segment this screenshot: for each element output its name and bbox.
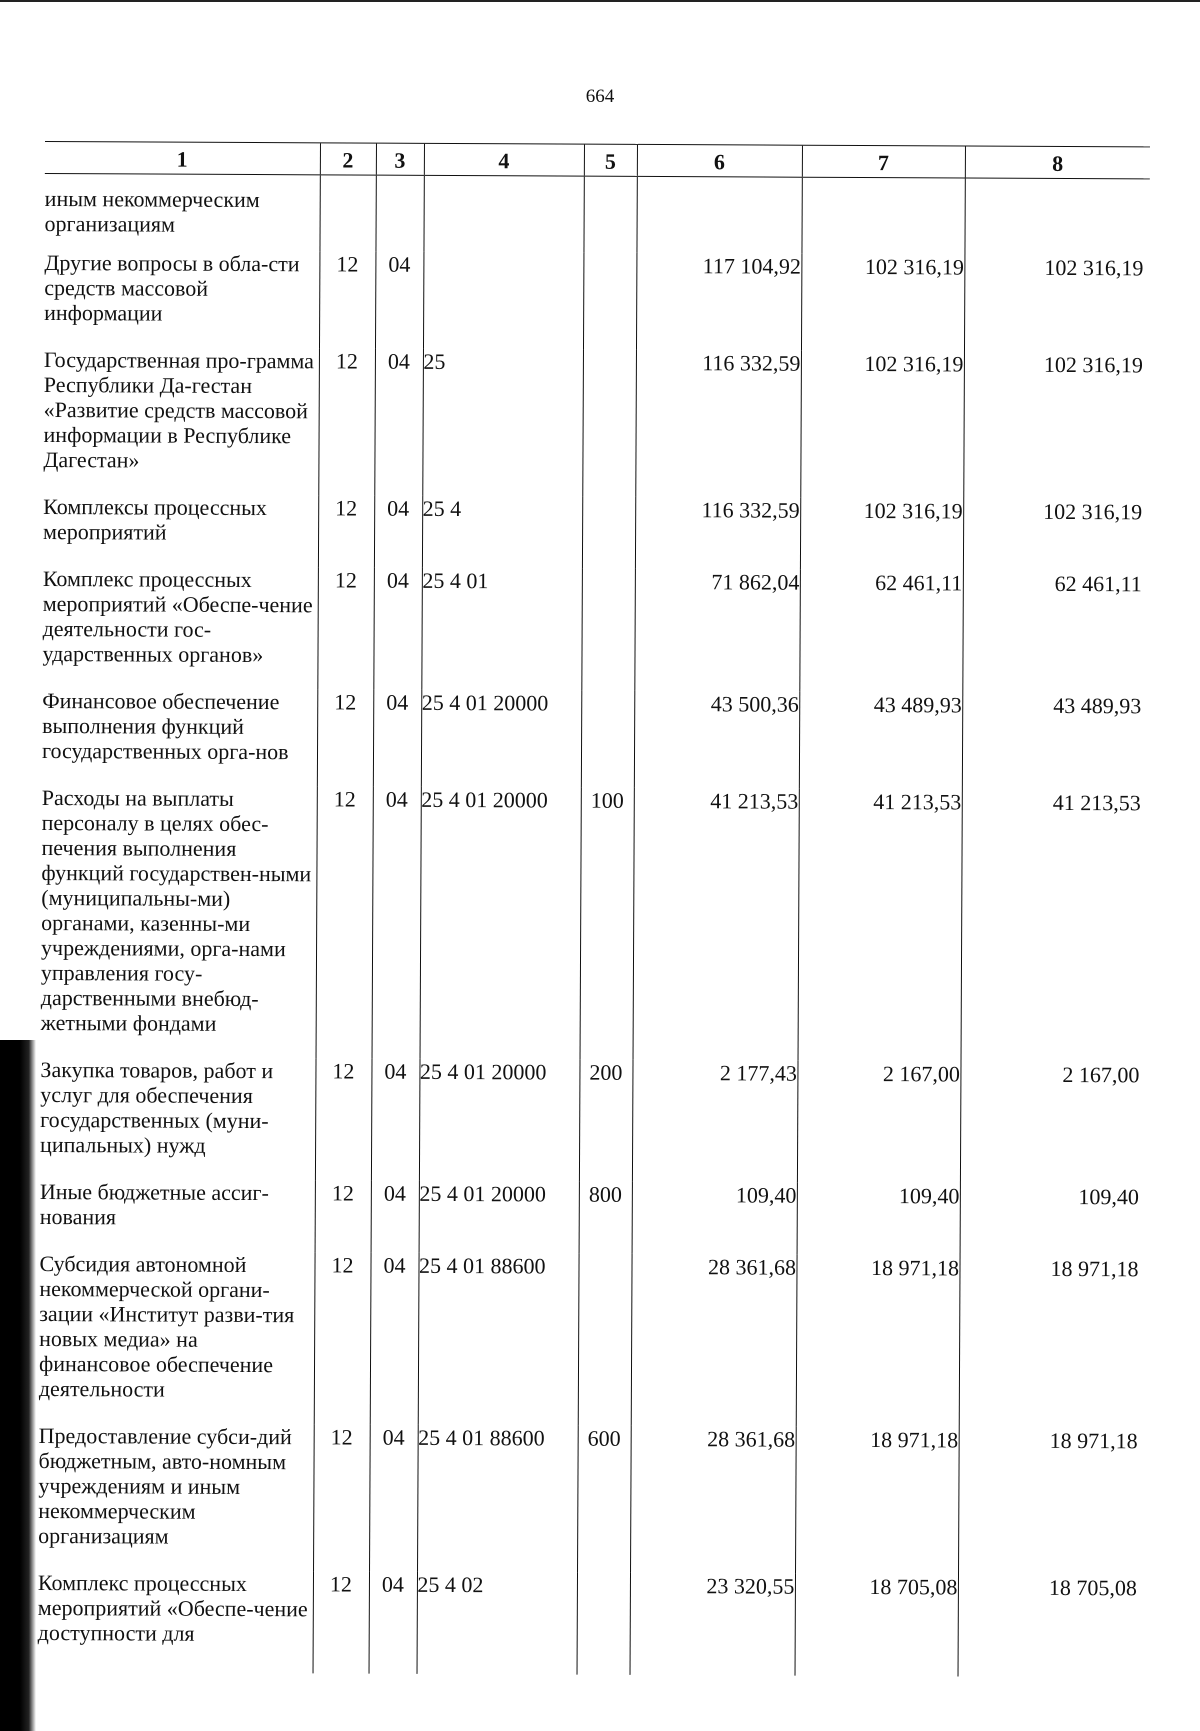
amount-col-7: 62 461,11: [799, 570, 963, 693]
budget-table: [38, 141, 1150, 1677]
subsection-code: 04: [373, 568, 422, 690]
row-name: Расходы на выплаты персоналу в целях обес-печения выполнения функций государствен-ными (муниципальны-ми) органами, казенны-ми учреждениями, орга-нами управления госу-дарственными внебюд-жетными фондами: [40, 784, 312, 1036]
column-header-6: 6: [637, 144, 802, 177]
row-name: Закупка товаров, работ и услуг для обеспечения государственных (муни-ципальных) нужд: [40, 1056, 274, 1158]
amount-col-8: [964, 178, 1149, 255]
column-header-7: 7: [802, 145, 965, 178]
amount-col-6: 116 332,59: [635, 497, 800, 570]
row-name: Финансовое обеспечение выполнения функций государственных орга-нов: [41, 687, 289, 765]
amount-col-8: 102 316,19: [963, 351, 1149, 499]
subsection-code: 04: [374, 496, 422, 568]
amount-col-8: 18 971,18: [958, 1427, 1144, 1575]
target-article-code: 25 4 01 20000: [420, 787, 581, 1060]
section-code: 12: [319, 251, 375, 348]
amount-col-8: 41 213,53: [961, 789, 1147, 1062]
expense-type-code: [581, 569, 635, 691]
subsection-code: 04: [372, 787, 421, 1059]
amount-col-7: 2 167,00: [797, 1061, 961, 1184]
subsection-code: [375, 175, 423, 252]
section-code: [319, 175, 375, 252]
subsection-code: 04: [374, 349, 423, 496]
expense-type-code: [583, 176, 636, 253]
row-name: иным некоммерческим организациям: [44, 185, 260, 237]
amount-col-7: 102 316,19: [800, 351, 964, 499]
amount-col-6: 41 213,53: [633, 788, 799, 1061]
subsection-code: 04: [375, 252, 423, 349]
column-header-1: 1: [45, 142, 320, 175]
expense-type-code: 100: [580, 788, 634, 1060]
amount-col-7: 102 316,19: [800, 498, 963, 571]
header-row: [45, 142, 1150, 179]
amount-col-6: 117 104,92: [636, 253, 801, 351]
table-row: [41, 785, 1147, 1062]
table-row: [43, 347, 1149, 499]
amount-col-6: 2 177,43: [632, 1060, 798, 1183]
target-article-code: 25: [422, 349, 583, 497]
row-name: Иные бюджетные ассиг-нования: [39, 1178, 269, 1230]
amount-col-8: 18 705,08: [958, 1574, 1143, 1677]
subsection-code: 04: [370, 1253, 419, 1425]
table-row: [40, 1179, 1145, 1256]
table-row: [44, 173, 1149, 255]
expense-type-code: [581, 691, 634, 788]
column-header-2: 2: [320, 143, 376, 175]
row-name: Другие вопросы в обла-сти средств массовой информации: [44, 249, 300, 326]
column-header-3: 3: [376, 143, 424, 175]
subsection-code: 04: [369, 1425, 418, 1572]
amount-col-7: 109,40: [797, 1183, 960, 1256]
target-article-code: 25 4: [422, 496, 582, 569]
row-name: Комплексы процессных мероприятий: [43, 493, 268, 545]
table-row: [43, 494, 1148, 571]
table-row: [44, 250, 1149, 352]
table-header: [45, 142, 1150, 179]
amount-col-7: [801, 177, 964, 254]
section-code: 12: [317, 567, 374, 689]
amount-col-6: 109,40: [632, 1182, 797, 1255]
amount-col-8: 18 971,18: [959, 1255, 1145, 1428]
amount-col-8: 43 489,93: [962, 692, 1147, 790]
row-name: Предоставление субси-дий бюджетным, авто-номным учреждениям и иным некоммерческим организациям: [38, 1422, 292, 1549]
amount-col-7: 43 489,93: [799, 692, 962, 790]
section-code: 12: [313, 1424, 370, 1571]
expense-type-code: [583, 253, 636, 350]
subsection-code: 04: [369, 1572, 417, 1674]
subsection-code: 04: [371, 1059, 420, 1181]
row-name: Субсидия автономной некоммерческой органи-зации «Институт разви-тия новых медиа» на финансовое обеспечение деятельности: [38, 1250, 295, 1402]
amount-col-8: 109,40: [960, 1183, 1145, 1256]
amount-col-6: [636, 176, 801, 253]
amount-col-6: 28 361,68: [630, 1426, 796, 1574]
subsection-code: 04: [371, 1181, 419, 1253]
expense-type-code: 600: [577, 1426, 631, 1573]
amount-col-8: 102 316,19: [964, 254, 1149, 352]
row-name: Государственная про-грамма Республики Да-гестан «Развитие средств массовой информации в Республике Дагестан»: [43, 346, 315, 473]
amount-col-7: 18 705,08: [795, 1574, 958, 1677]
expense-type-code: [578, 1254, 632, 1426]
column-header-5: 5: [584, 144, 637, 176]
expense-type-code: [577, 1573, 630, 1675]
amount-col-6: 23 320,55: [630, 1573, 795, 1676]
section-code: 12: [314, 1252, 371, 1424]
scan-top-edge: [0, 0, 1200, 2]
amount-col-8: 102 316,19: [963, 498, 1148, 571]
target-article-code: [423, 252, 583, 350]
column-header-4: 4: [424, 143, 584, 176]
row-name: Комплекс процессных мероприятий «Обеспе-чение деятельности гос-ударственных органов»: [42, 565, 313, 668]
target-article-code: [423, 175, 583, 252]
amount-col-6: 43 500,36: [634, 691, 799, 789]
target-article-code: 25 4 02: [417, 1572, 577, 1675]
expense-type-code: 800: [579, 1182, 632, 1254]
expense-type-code: [582, 497, 635, 569]
expense-type-code: 200: [579, 1060, 633, 1182]
table-row: [39, 1251, 1145, 1428]
target-article-code: 25 4 01 88600: [418, 1253, 579, 1426]
row-name: Комплекс процессных мероприятий «Обеспе-чение доступности для: [37, 1569, 308, 1646]
table-row: [38, 1423, 1144, 1575]
amount-col-6: 28 361,68: [631, 1254, 797, 1427]
section-code: 12: [315, 1180, 371, 1252]
table-row: [40, 1057, 1146, 1184]
table-row: [42, 566, 1148, 693]
table-row: [42, 688, 1147, 790]
section-code: 12: [315, 1058, 372, 1180]
amount-col-8: 62 461,11: [962, 570, 1148, 693]
target-article-code: 25 4 01 20000: [419, 1059, 580, 1182]
amount-col-7: 18 971,18: [796, 1255, 960, 1428]
amount-col-7: 18 971,18: [795, 1427, 959, 1575]
column-header-8: 8: [965, 146, 1150, 179]
amount-col-7: 41 213,53: [798, 789, 962, 1062]
target-article-code: 25 4 01 20000: [419, 1181, 579, 1254]
amount-col-8: 2 167,00: [960, 1061, 1146, 1184]
amount-col-6: 71 862,04: [634, 569, 800, 692]
section-code: 12: [313, 1571, 369, 1673]
subsection-code: 04: [373, 690, 421, 787]
section-code: 12: [317, 689, 373, 786]
expense-type-code: [582, 350, 636, 497]
target-article-code: 25 4 01: [421, 568, 582, 691]
scan-shadow: [0, 1040, 36, 1731]
table-body: [38, 173, 1150, 1677]
amount-col-6: 116 332,59: [635, 350, 801, 498]
page-number: 664: [585, 86, 615, 107]
target-article-code: 25 4 01 20000: [421, 690, 581, 788]
section-code: 12: [318, 495, 374, 567]
section-code: 12: [318, 348, 375, 495]
table-row: [38, 1570, 1143, 1677]
section-code: 12: [316, 786, 373, 1058]
target-article-code: 25 4 01 88600: [417, 1425, 578, 1573]
amount-col-7: 102 316,19: [801, 254, 964, 352]
